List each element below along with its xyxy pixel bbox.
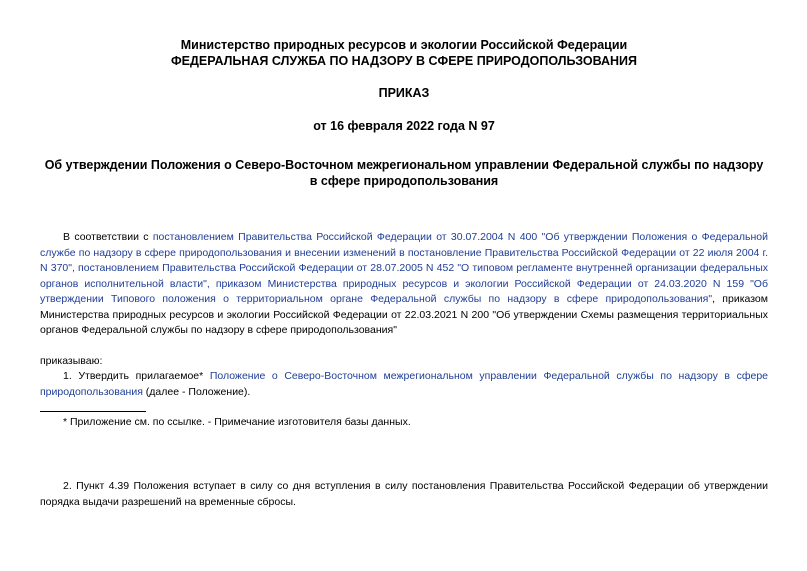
document-type: ПРИКАЗ bbox=[378, 86, 430, 100]
basis-intro: В соответствии с bbox=[63, 231, 153, 243]
document-subject: Об утверждении Положения о Северо-Восточном межрегиональном управлении Федеральной службы по надзору в сфере природопользования bbox=[44, 158, 764, 188]
service-name: ФЕДЕРАЛЬНАЯ СЛУЖБА ПО НАДЗОРУ В СФЕРЕ ПРИРОДОПОЛЬЗОВАНИЯ bbox=[170, 54, 638, 68]
footnote-divider bbox=[40, 411, 146, 412]
basis-paragraph bbox=[40, 230, 768, 339]
item-1-rest: (далее - Положение). bbox=[142, 385, 251, 398]
basis-rest: , приказом Министерства природных ресурсов и экологии Российской Федерации от 22.03.2021 N 200 "Об утверждении Схемы размещения территориальных органов Федеральной службы по надзору в сфере природопользования" bbox=[40, 293, 768, 336]
item-1-paragraph bbox=[40, 369, 768, 400]
footnote: * Приложение см. по ссылке. - Примечание изготовителя базы данных. bbox=[63, 416, 411, 428]
document-date-number: от 16 февраля 2022 года N 97 bbox=[313, 119, 495, 133]
item-2-paragraph: 2. Пункт 4.39 Положения вступает в силу со дня вступления в силу постановления Правительства Российской Федерации об утверждении порядка выдачи разрешений на временные сбросы. bbox=[40, 480, 768, 508]
regulation-link[interactable]: Положение о Северо-Восточном межрегиональном управлении Федеральной службы по надзору в сфере природопользования bbox=[40, 370, 768, 398]
order-word: приказываю: bbox=[40, 355, 103, 367]
item-1-intro: 1. Утвердить прилагаемое* bbox=[63, 370, 210, 382]
basis-link[interactable]: постановлением Правительства Российской Федерации от 30.07.2004 N 400 "Об утверждении Положения о Федеральной службе по надзору в сфере природопользования и внесении изменений в постановление Правительства Российской Федерации от 22 июля 2004 г. N 370", постановлением Правительства Российской Федерации от 28.07.2005 N 452 "О типовом регламенте внутренней организации федеральных органов исполнительной власти", приказом Министерства природных ресурсов и экологии Российской Федерации от 24.03.2020 N 159 "Об утверждении Типового положения о территориальном органе Федеральной службы по надзору в сфере природопользования" bbox=[40, 231, 768, 305]
ministry-name: Министерство природных ресурсов и экологии Российской Федерации bbox=[180, 38, 628, 52]
